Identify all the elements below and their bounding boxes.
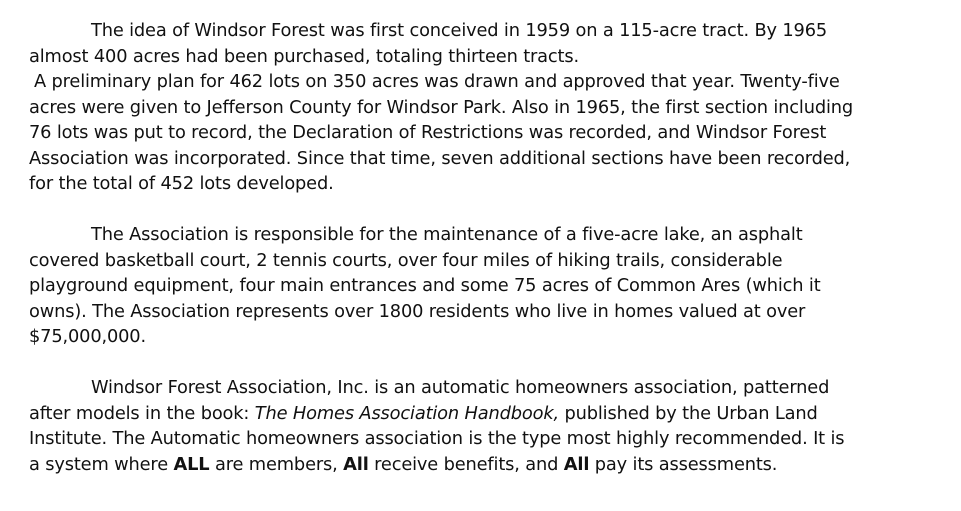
text-line: Association was incorporated. Since that time, seven additional sections have been recorded, (29, 147, 851, 169)
text-line: acres were given to Jefferson County for Windsor Park. Also in 1965, the first section including (29, 96, 854, 118)
text-line: The Association is responsible for the maintenance of a five-acre lake, an asphalt (91, 224, 803, 245)
line-text-part: are members, (209, 453, 344, 475)
text-line: $75,000,000. (29, 326, 146, 347)
text-line (29, 401, 939, 427)
text-line: owns). The Association represents over 1800 residents who live in homes valued at over (29, 300, 806, 322)
emphasis-all: All (343, 453, 369, 475)
text-line: Institute. The Automatic homeowners association is the type most highly recommended. It is (29, 428, 845, 449)
text-line: covered basketball court, 2 tennis courts, over four miles of hiking trails, considerable (29, 249, 783, 271)
text-line: for the total of 452 lots developed. (29, 173, 334, 194)
text-line: The idea of Windsor Forest was first conceived in 1959 on a 115-acre tract. By 1965 (91, 20, 828, 41)
text-line: playground equipment, four main entrances and some 75 acres of Common Ares (which it (29, 275, 821, 296)
book-title: The Homes Association Handbook, (254, 402, 559, 424)
emphasis-all: ALL (173, 453, 210, 475)
line-text-part: pay its assessments. (589, 453, 778, 475)
paragraph-spacer (29, 197, 939, 223)
association-paragraph (29, 375, 939, 477)
text-line: A preliminary plan for 462 lots on 350 acres was drawn and approved that year. Twenty-five (34, 71, 840, 92)
line-text-prefix: after models in the book: (29, 402, 255, 424)
text-line: Windsor Forest Association, Inc. is an automatic homeowners association, patterned (91, 377, 830, 398)
line-text-part: receive benefits, and (368, 453, 564, 475)
text-line: 76 lots was put to record, the Declaration of Restrictions was recorded, and Windsor Forest (29, 122, 827, 143)
emphasis-all: All (563, 453, 590, 475)
maintenance-paragraph (29, 222, 939, 350)
paragraph-spacer (29, 350, 939, 376)
history-paragraph (29, 18, 939, 197)
text-line: almost 400 acres had been purchased, totaling thirteen tracts. (29, 45, 579, 67)
document-body (29, 18, 939, 477)
line-text-part: a system where (29, 453, 174, 475)
line-text-suffix: published by the Urban Land (559, 402, 818, 424)
text-line (29, 452, 939, 478)
